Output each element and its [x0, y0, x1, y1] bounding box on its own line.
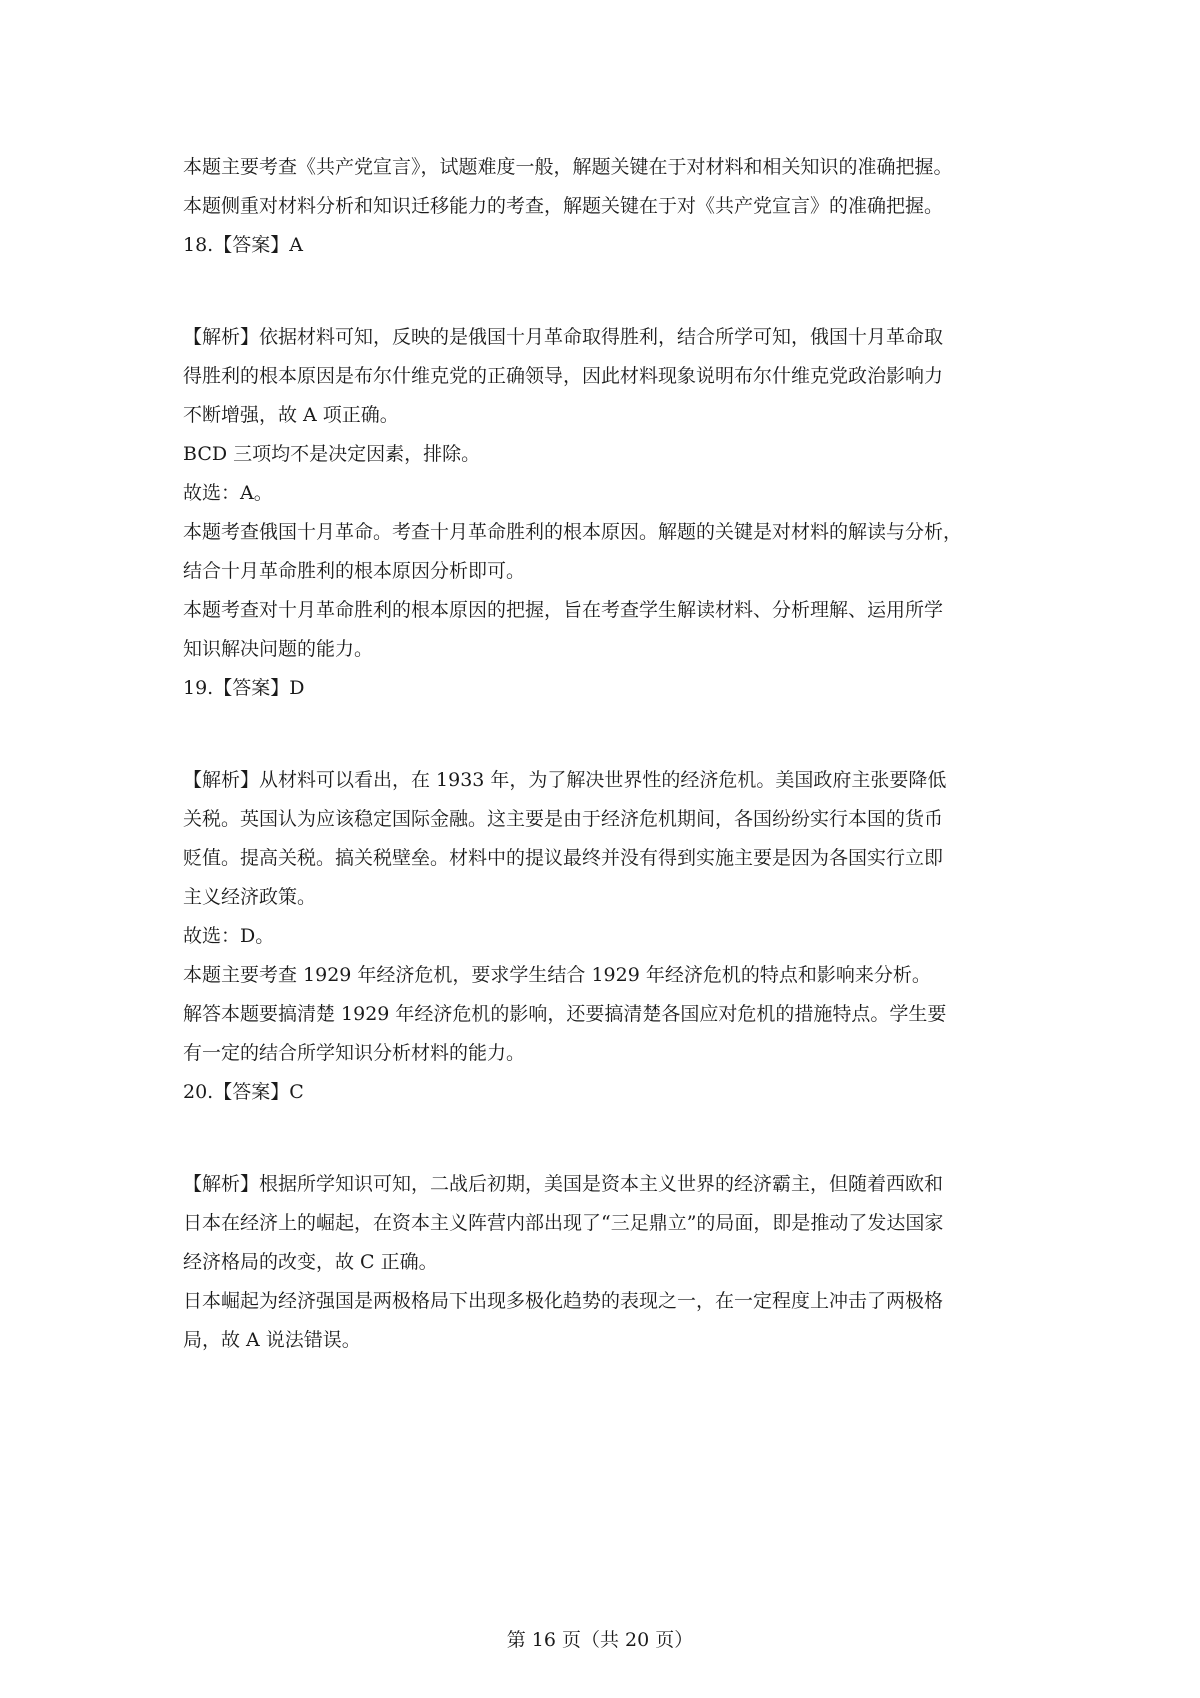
- analysis-line: 日本崛起为经济强国是两极格局下出现多极化趋势的表现之一，在一定程度上冲击了两极格: [183, 1290, 944, 1312]
- analysis-line: 得胜利的根本原因是布尔什维克党的正确领导，因此材料现象说明布尔什维克党政治影响力: [183, 365, 944, 387]
- analysis-line: 【解析】依据材料可知，反映的是俄国十月革命取得胜利，结合所学可知，俄国十月革命取: [183, 326, 944, 348]
- analysis-line: 本题主要考查 1929 年经济危机，要求学生结合 1929 年经济危机的特点和影响来分析。: [183, 964, 931, 986]
- page-content: [183, 148, 1023, 1360]
- analysis-line: 结合十月革命胜利的根本原因分析即可。: [183, 560, 526, 582]
- analysis-line: 局，故 A 说法错误。: [183, 1329, 361, 1351]
- summary-line: 本题主要考查《共产党宣言》，试题难度一般，解题关键在于对材料和相关知识的准确把握。: [183, 156, 953, 178]
- answer-heading-20: 20.【答案】C: [183, 1081, 304, 1103]
- analysis-line: BCD 三项均不是决定因素，排除。: [183, 443, 481, 465]
- analysis-line: 主义经济政策。: [183, 886, 317, 908]
- answer-heading-18: 18.【答案】A: [183, 234, 303, 256]
- analysis-line: 不断增强，故 A 项正确。: [183, 404, 399, 426]
- analysis-line: 【解析】根据所学知识可知，二战后初期，美国是资本主义世界的经济霸主，但随着西欧和: [183, 1173, 944, 1195]
- analysis-line: 故选：D。: [183, 925, 275, 947]
- analysis-line: 【解析】从材料可以看出，在 1933 年，为了解决世界性的经济危机。美国政府主张要降低: [183, 769, 947, 791]
- analysis-line: 本题考查对十月革命胜利的根本原因的把握，旨在考查学生解读材料、分析理解、运用所学: [183, 599, 944, 621]
- answer-heading-19: 19.【答案】D: [183, 677, 305, 699]
- analysis-line: 经济格局的改变，故 C 正确。: [183, 1251, 438, 1273]
- page-number: 第 16 页（共 20 页）: [506, 1629, 694, 1651]
- analysis-line: 关税。英国认为应该稳定国际金融。这主要是由于经济危机期间，各国纷纷实行本国的货币: [183, 808, 944, 830]
- analysis-line: 解答本题要搞清楚 1929 年经济危机的影响，还要搞清楚各国应对危机的措施特点。学生要: [183, 1003, 947, 1025]
- summary-line: 本题侧重对材料分析和知识迁移能力的考查，解题关键在于对《共产党宣言》的准确把握。: [183, 195, 944, 217]
- analysis-line: 贬值。提高关税。搞关税壁垒。材料中的提议最终并没有得到实施主要是因为各国实行立即: [183, 847, 944, 869]
- analysis-line: 知识解决问题的能力。: [183, 638, 374, 660]
- page-footer: [0, 1628, 1200, 1652]
- analysis-line: 故选：A。: [183, 482, 273, 504]
- analysis-line: 日本在经济上的崛起，在资本主义阵营内部出现了“三足鼎立”的局面，即是推动了发达国家: [183, 1212, 944, 1234]
- analysis-line: 有一定的结合所学知识分析材料的能力。: [183, 1042, 526, 1064]
- analysis-line: 本题考查俄国十月革命。考查十月革命胜利的根本原因。解题的关键是对材料的解读与分析，: [183, 521, 963, 543]
